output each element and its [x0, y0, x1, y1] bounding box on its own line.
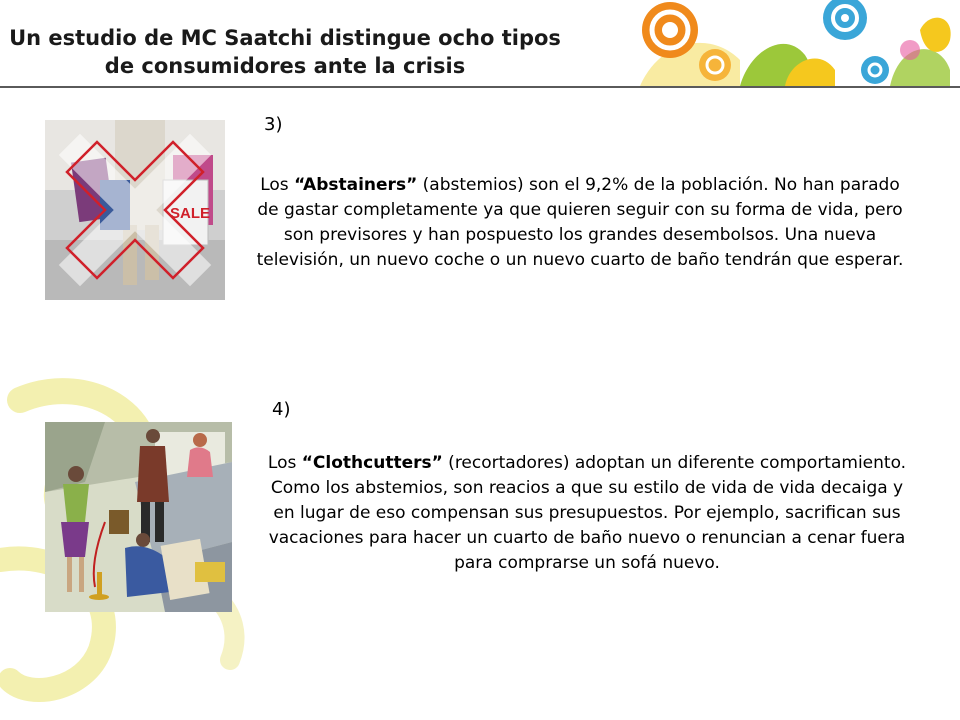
term-clothcutters: “Clothcutters” — [301, 453, 443, 473]
term-abstainers: “Abstainers” — [294, 175, 418, 195]
paragraph-lead: Los — [260, 175, 295, 195]
bag-sale-label: SALE — [170, 205, 211, 222]
office-people-clipart — [45, 422, 232, 612]
paragraph-abstainers — [250, 173, 910, 273]
slide-title: Un estudio de MC Saatchi distingue ocho tipos de consumidores ante la crisis — [9, 26, 561, 78]
paragraph-clothcutters — [262, 451, 912, 576]
section-number-4: 4) — [272, 399, 291, 420]
paragraph-body: (abstemios) son el 9,2% de la población. No han parado de gastar completamente ya que quieren seguir con su forma de vida, pero son previsores y han pospuesto los grandes desembolsos. Una nueva televisión, un nuevo coche o un nuevo cuarto de baño tendrán que esperar. — [256, 175, 904, 270]
title-divider — [0, 86, 960, 88]
shopping-bags-crossed-photo — [45, 120, 225, 300]
header-swirl-art — [620, 0, 960, 86]
paragraph-lead: Los — [267, 453, 302, 473]
paragraph-body: (recortadores) adoptan un diferente comportamiento. Como los abstemios, son reacios a que su estilo de vida de vida decaiga y en lugar de eso compensan sus presupuestos. Por ejemplo, sacrifican sus vacaciones para hacer un cuarto de baño nuevo o renuncian a cenar fuera para comprarse un sofá nuevo. — [268, 453, 907, 573]
section-number-3: 3) — [264, 114, 283, 135]
